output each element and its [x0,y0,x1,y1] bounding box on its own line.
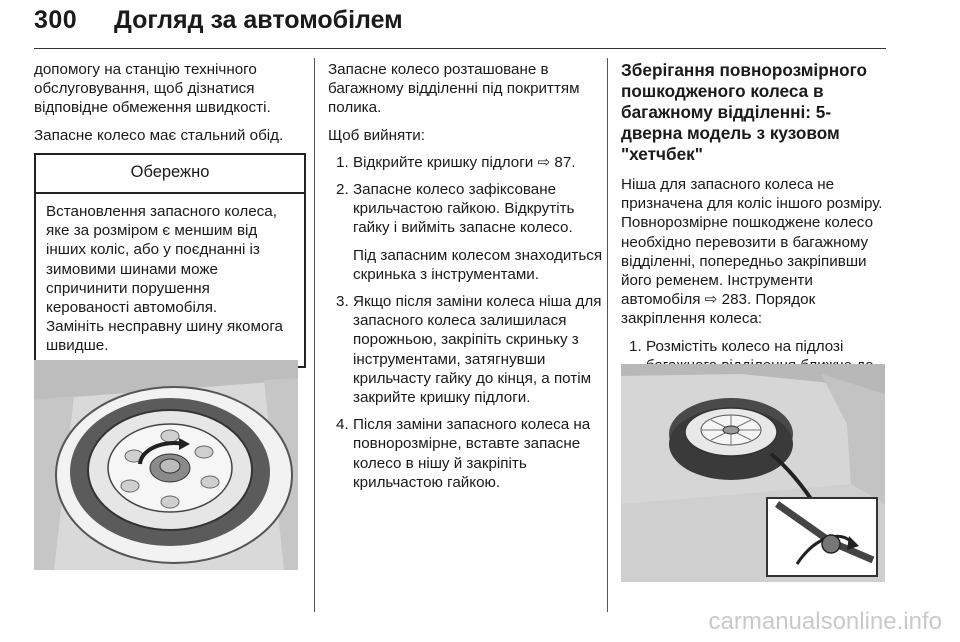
page-number: 300 [34,6,78,34]
step-text: Після заміни запасного колеса на повнорозмірне, вставте запасне колесо в нішу й закріпіть крильчастою гайкою. [353,416,591,491]
watermark: carmanualsonline.info [708,608,942,635]
list-item [328,415,603,492]
column-right [621,60,891,402]
column-divider [314,58,315,612]
paragraph: Щоб вийняти: [328,126,425,144]
header-rule [34,48,886,49]
list-item [328,292,603,407]
trunk-wheel-strap-illustration [621,364,885,582]
section-heading: Зберігання повнорозмірного пошкодженого колеса в багажному відділенні: 5-дверна модель з кузовом "хетчбек" [621,60,868,164]
step-number: 1. [336,153,349,171]
caution-body [36,194,304,366]
steps-list [328,153,603,492]
paragraph: Запасне колесо розташоване в багажному відділенні під покриттям полика. [328,61,580,117]
step-number: 3. [336,293,349,311]
paragraph: Запасне колесо має стальний обід. [34,126,284,144]
caution-box [34,153,306,368]
spare-wheel-illustration [34,360,298,570]
caution-title: Обережно [36,155,304,194]
page-title: Догляд за автомобілем [114,6,403,34]
paragraph: допомогу на станцію технічного обслуговування, щоб дізнатися відповідне обмеження швидкості. [34,61,271,117]
step-subtext: Під запасним колесом знаходиться скринька з інструментами. [353,246,603,283]
column-middle [328,60,603,500]
column-left [34,60,306,368]
caution-text: Встановлення запасного колеса, яке за розміром є меншим від інших коліс, або у поєднанні із зимовими шинами може спричинити порушення керованості автомобіля. [46,203,277,317]
step-text: Запасне колесо зафіксоване крильчастою гайкою. Відкрутіть гайку і вийміть запасне колесо. [353,181,575,237]
paragraph: Ніша для запасного колеса не призначена для коліс іншого розміру. Повнорозмірне пошкоджене колесо необхідно перевозити в багажному відділенні, попередньо закріпивши його ременем. Інструменти автомобіля ⇨ 283. Порядок закріплення колеса: [621,176,883,328]
step-text: Розмістіть колесо на підлозі [646,337,844,355]
step-number: 2. [336,181,349,199]
step-number: 1. [629,337,642,355]
step-number: 4. [336,416,349,434]
caution-text: Замініть несправну шину якомога швидше. [46,318,283,355]
list-item [328,153,603,172]
step-text: Відкрийте кришку підлоги ⇨ 87. [353,153,576,171]
column-divider [607,58,608,612]
step-text: Якщо після заміни колеса ніша для запасного колеса залишилася порожньою, закріпіть скриньку з інструментами, затягнувши крильчасту гайку до кінця, а потім закрийте кришку підлоги. [353,293,602,407]
list-item [328,180,603,284]
page-header [34,4,894,42]
